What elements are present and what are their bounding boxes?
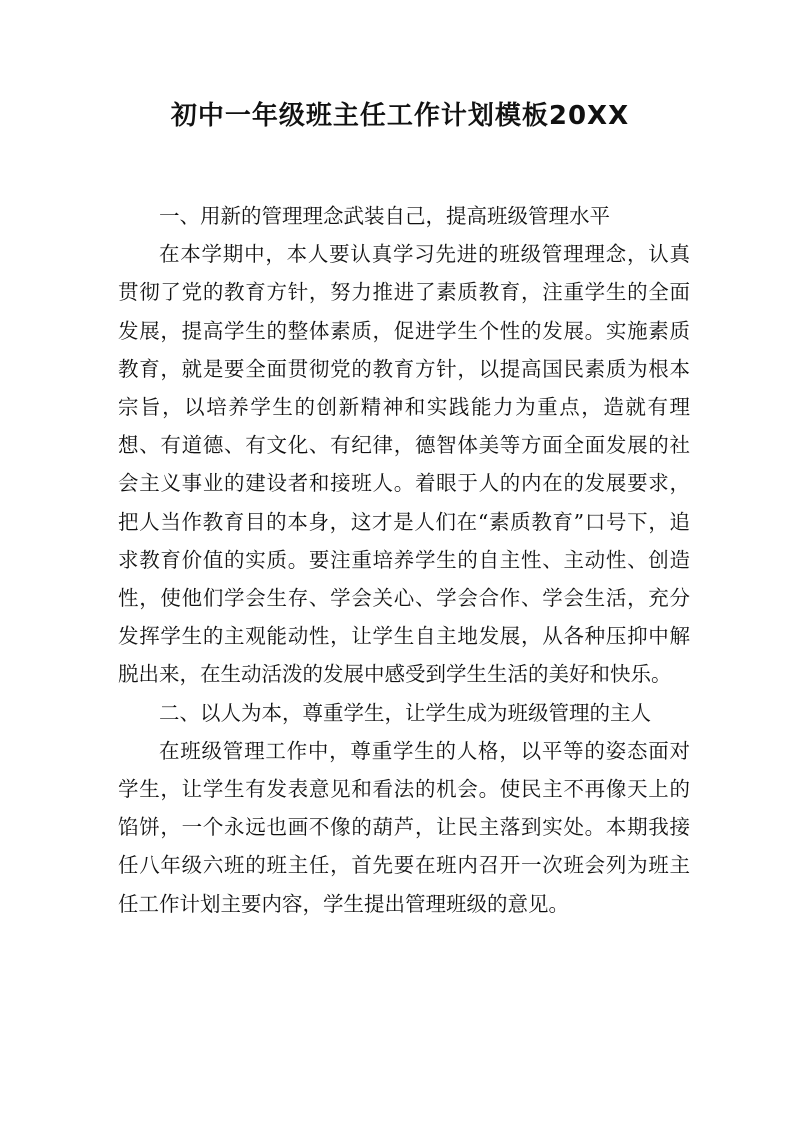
document-title: 初中一年级班主任工作计划模板20XX [170,101,630,131]
document-body [118,197,690,923]
body-paragraph-2: 在班级管理工作中，尊重学生的人格，以平等的姿态面对学生，让学生有发表意见和看法的机会。使民主不再像天上的馅饼，一个永远也画不像的葫芦，让民主落到实处。本期我接任八年级六班的班主任，首先要在班内召开一次班会列为班主任工作计划主要内容，学生提出管理班级的意见。 [118,738,690,916]
section-heading-2: 二、以人为本，尊重学生，让学生成为班级管理的主人 [159,700,651,725]
section-heading-1: 一、用新的管理理念武装自己，提高班级管理水平 [159,204,610,228]
body-paragraph-1: 在本学期中，本人要认真学习先进的班级管理理念，认真贯彻了党的教育方针，努力推进了素质教育，注重学生的全面发展，提高学生的整体素质，促进学生个性的发展。实施素质教育，就是要全面贯彻党的教育方针，以提高国民素质为根本宗旨，以培养学生的创新精神和实践能力为重点，造就有理想、有道德、有文化、有纪律，德智体美等方面全面发展的社会主义事业的建设者和接班人。着眼于人的内在的发展要求，把人当作教育目的本身，这才是人们在“素质教育”口号下，追求教育价值的实质。要注重培养学生的自主性、主动性、创造性，使他们学会生存、学会关心、学会合作、学会生活，充分发挥学生的主观能动性，让学生自主地发展，从各种压抑中解脱出来，在生动活泼的发展中感受到学生生活的美好和快乐。 [118,242,690,687]
